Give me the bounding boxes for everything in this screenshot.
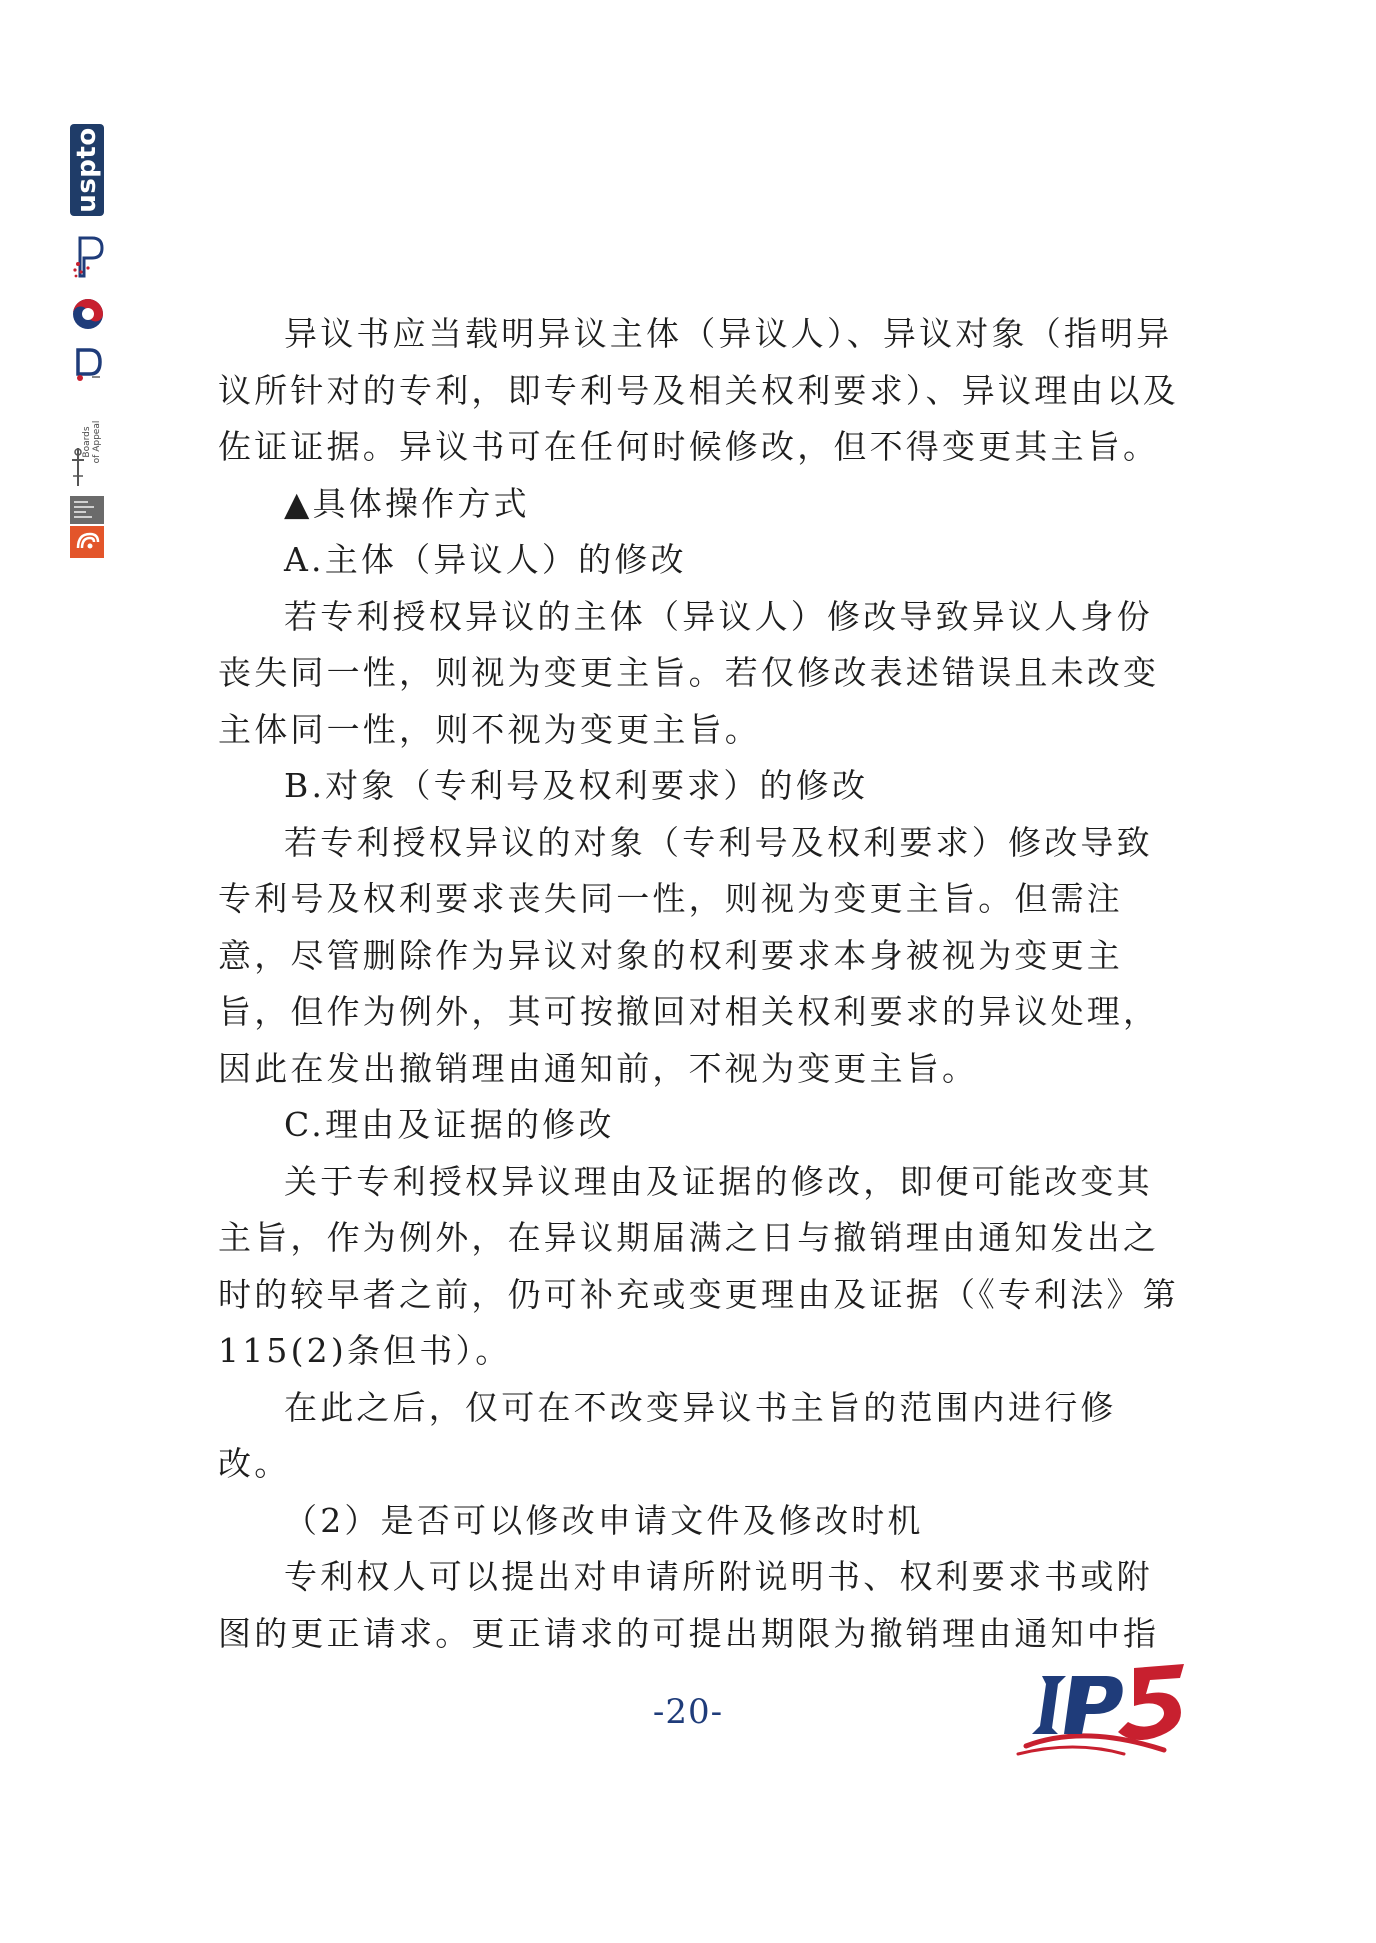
paragraph-after-deadline: 在此之后，仅可在不改变异议书主旨的范围内进行修改。: [218, 1387, 1117, 1483]
paragraph-correction-request: 专利权人可以提出对申请所附说明书、权利要求书或附图的更正请求。更正请求的可提出期限为撤销理由通知中指: [218, 1557, 1160, 1653]
ip5-logo-icon: [1014, 1654, 1204, 1764]
heading-amend-application-documents: （2）是否可以修改申请文件及修改时机: [284, 1500, 924, 1540]
uspto-logo-text: uspto: [72, 127, 102, 213]
boards-text-line-2: of Appeal: [92, 420, 102, 464]
kipo-logo-icon: [70, 294, 106, 334]
cnipa-logo-icon: [70, 496, 104, 558]
page-number: -20-: [652, 1692, 724, 1732]
heading-grounds-evidence-amendment: C.理由及证据的修改: [284, 1105, 615, 1144]
paragraph-subject-amendment: 若专利授权异议的主体（异议人）修改导致异议人身份丧失同一性，则视为变更主旨。若仅修改表述错误且未改变主体同一性，则不视为变更主旨。: [218, 596, 1160, 749]
paragraph-opposition-content: 异议书应当载明异议主体（异议人）、异议对象（指明异议所针对的专利，即专利号及相关权利要求）、异议理由以及佐证证据。异议书可在任何时候修改，但不得变更其主旨。: [218, 314, 1179, 466]
heading-specific-operation: ▲具体操作方式: [284, 483, 530, 523]
document-body: [218, 306, 1188, 1662]
jpo-logo-icon: [72, 344, 104, 384]
heading-subject-amendment: A.主体（异议人）的修改: [284, 540, 687, 579]
paragraph-object-amendment: 若专利授权异议的对象（专利号及权利要求）修改导致专利号及权利要求丧失同一性，则视为变更主旨。但需注意，尽管删除作为异议对象的权利要求本身被视为变更主旨，但作为例外，其可按撤回对相关权利要求的异议处理，因此在发出撤销理由通知前，不视为变更主旨。: [218, 822, 1160, 1088]
paragraph-grounds-evidence-amendment: 关于专利授权异议理由及证据的修改，即便可能改变其主旨，作为例外，在异议期届满之日与撤销理由通知发出之时的较早者之前，仍可补充或变更理由及证据（《专利法》第115(2)条但书）。: [218, 1161, 1179, 1370]
boards-text-line-1: Boards: [82, 426, 92, 458]
boards-of-appeal-text: [82, 421, 102, 464]
boards-of-appeal-logo: [70, 398, 106, 490]
epo-logo-icon: [72, 232, 104, 282]
heading-object-amendment: B.对象（专利号及权利要求）的修改: [284, 766, 869, 805]
uspto-logo: [70, 124, 104, 216]
ip5-office-logos: [66, 118, 110, 558]
